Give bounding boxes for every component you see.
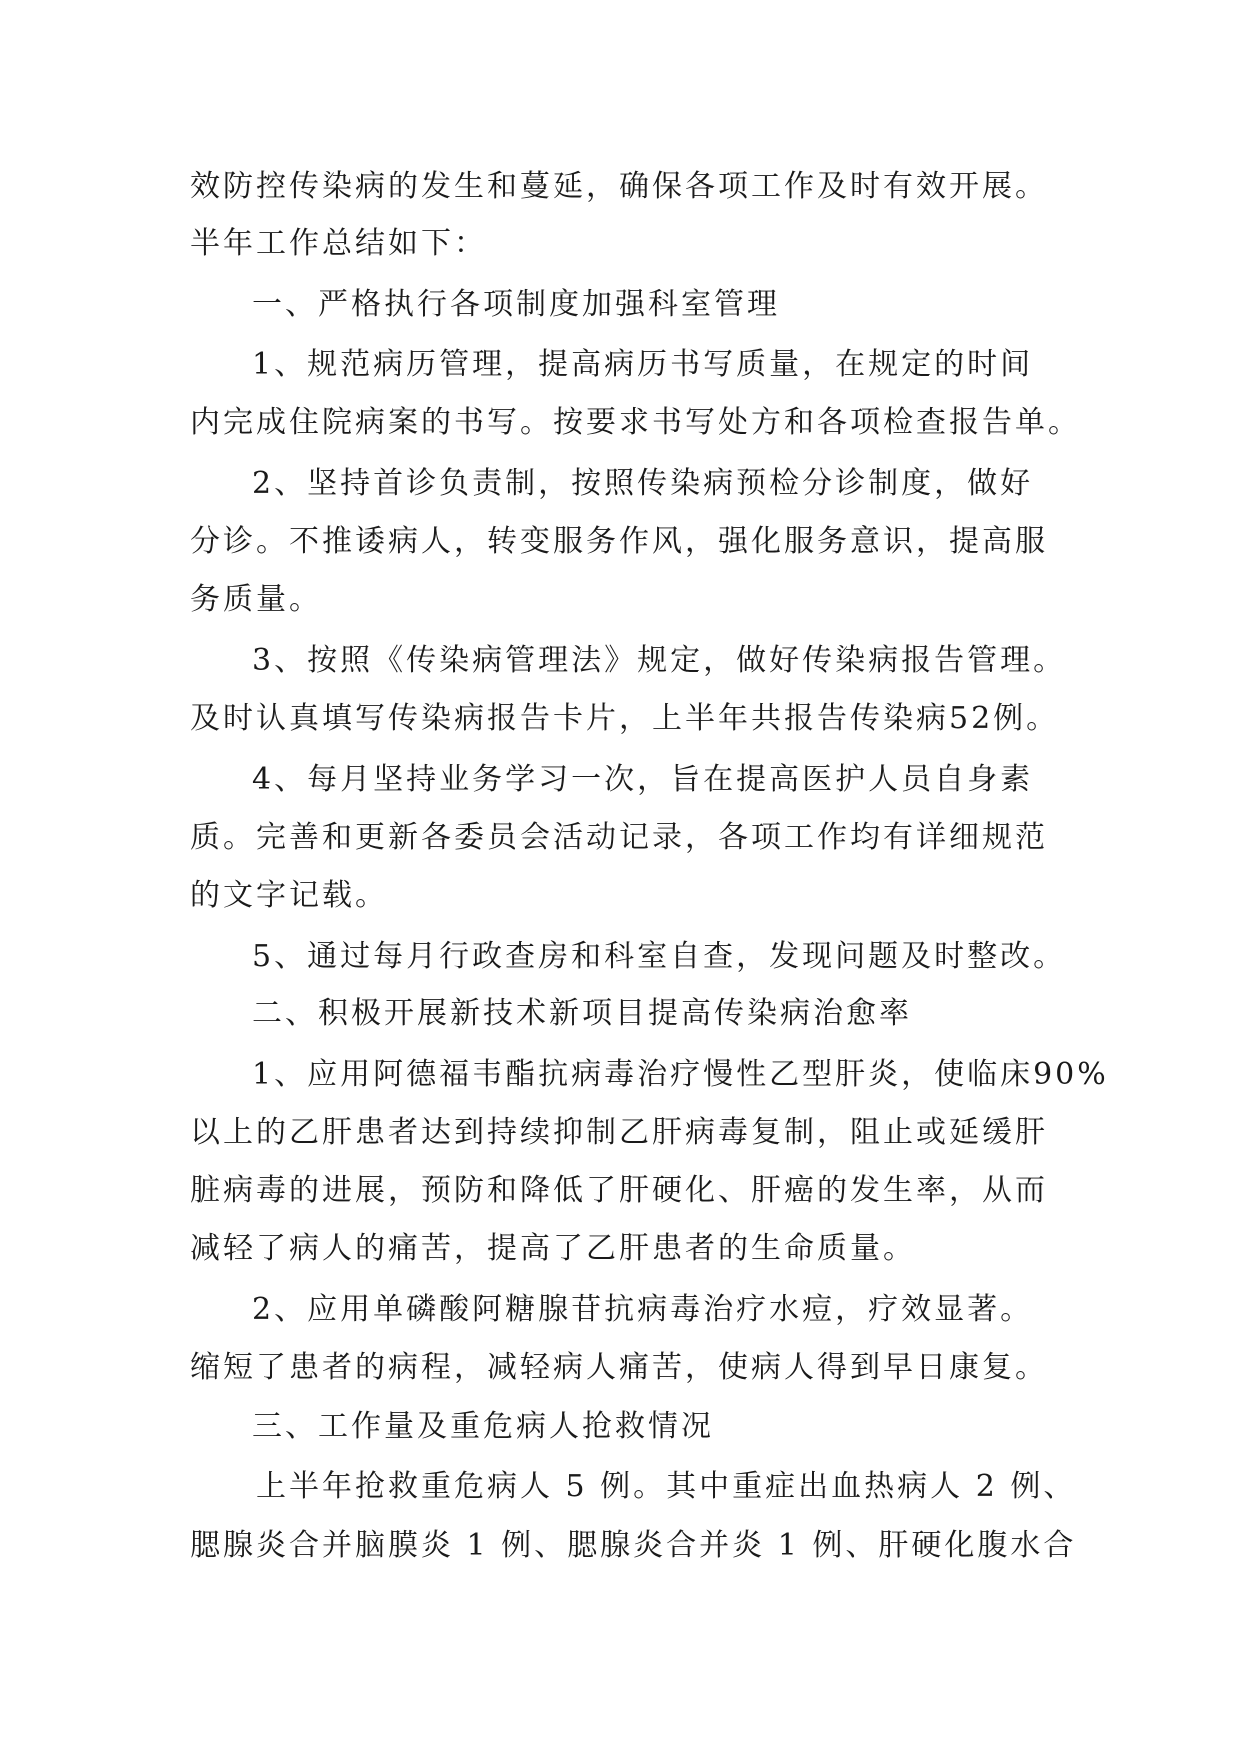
text-line: 5、通过每月行政查房和科室自查，发现问题及时整改。 [252,939,1067,974]
text-line: 质。完善和更新各委员会活动记录，各项工作均有详细规范 [190,820,1048,855]
text-line: 及时认真填写传染病报告卡片，上半年共报告传染病52例。 [190,701,1060,736]
text-line: 的文字记载。 [190,878,388,913]
text-line: 务质量。 [190,582,322,617]
text-line: 1、应用阿德福韦酯抗病毒治疗慢性乙型肝炎，使临床90% [252,1057,1109,1092]
text-line: 以上的乙肝患者达到持续抑制乙肝病毒复制，阻止或延缓肝 [190,1115,1048,1150]
text-line: 内完成住院病案的书写。按要求书写处方和各项检查报告单。 [190,405,1081,440]
text-line: 缩短了患者的病程，减轻病人痛苦，使病人得到早日康复。 [190,1350,1048,1385]
text-line: 4、每月坚持业务学习一次，旨在提高医护人员自身素 [252,762,1034,797]
section-heading: 三、工作量及重危病人抢救情况 [252,1409,714,1444]
text-line: 减轻了病人的痛苦，提高了乙肝患者的生命质量。 [190,1231,916,1266]
text-line: 分诊。不推诿病人，转变服务作风，强化服务意识，提高服 [190,524,1048,559]
text-line: 2、坚持首诊负责制，按照传染病预检分诊制度，做好 [252,466,1034,501]
text-line: 效防控传染病的发生和蔓延，确保各项工作及时有效开展。 [190,169,1048,204]
text-line: 2、应用单磷酸阿糖腺苷抗病毒治疗水痘，疗效显著。 [252,1292,1034,1327]
text-line: 上半年抢救重危病人 5 例。其中重症出血热病人 2 例、 [256,1469,1077,1504]
text-line: 半年工作总结如下： [190,226,487,261]
text-line: 腮腺炎合并脑膜炎 1 例、腮腺炎合并炎 1 例、肝硬化腹水合 [190,1528,1077,1563]
text-line: 1、规范病历管理，提高病历书写质量，在规定的时间 [252,347,1034,382]
text-line: 3、按照《传染病管理法》规定，做好传染病报告管理。 [252,643,1067,678]
text-line: 脏病毒的进展，预防和降低了肝硬化、肝癌的发生率，从而 [190,1173,1048,1208]
section-heading: 一、严格执行各项制度加强科室管理 [252,287,780,322]
section-heading: 二、积极开展新技术新项目提高传染病治愈率 [252,996,912,1031]
